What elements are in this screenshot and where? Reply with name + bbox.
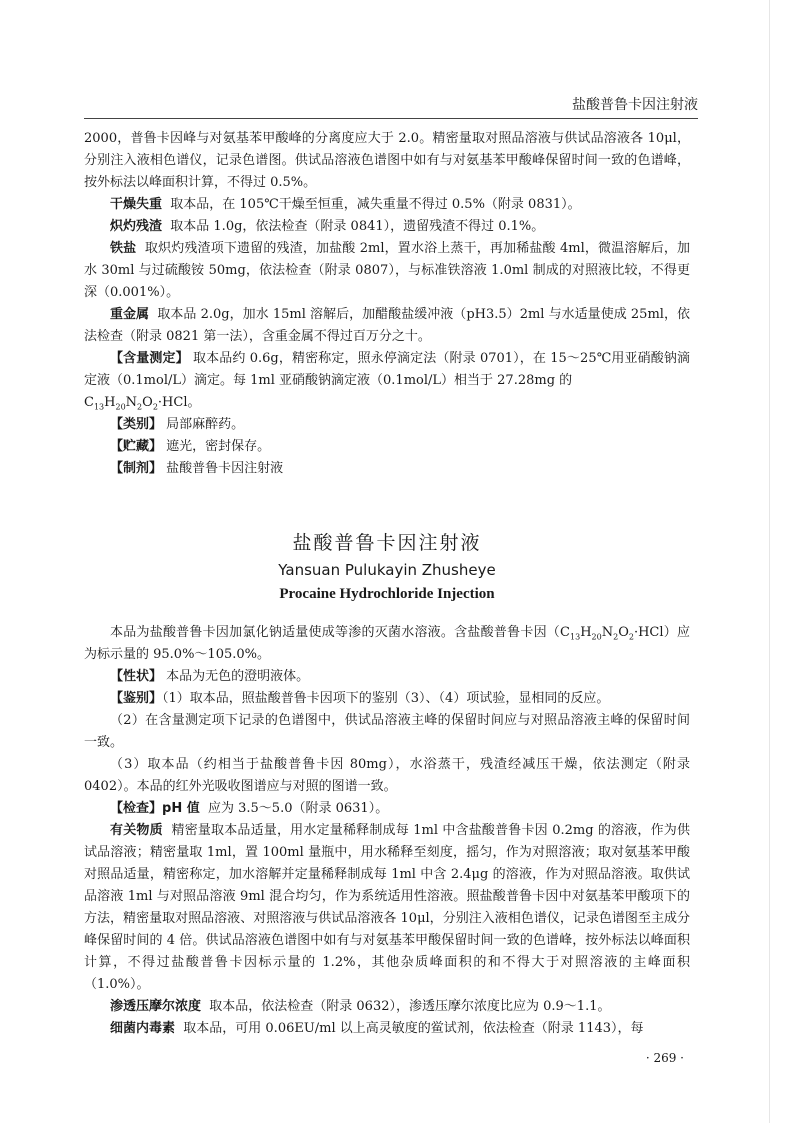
related-substances-text: 精密量取本品适量，用水定量稀释制成每 1ml 中含盐酸普鲁卡因 0.2mg 的溶液，作为供试品溶液；精密量取 1ml，置 100ml 量瓶中，用水稀释至刻度，摇匀，作为对照溶液；取对氨基苯甲酸对照品适量，精密称定，加水溶解并定量稀释制成每 1ml 中含 2.4μg 的溶液，作为对照品溶液。取供试品溶液 1ml 与对照品溶液 9ml 混合均匀，作为系统适用性溶液。照盐酸普鲁卡因中对氨基苯甲酸项下的方法，精密量取对照品溶液、对照溶液与供试品溶液各 10μl，分别注入液相色谱仪，记录色谱图至主成分峰保留时间的 4 倍。供试品溶液色谱图中如有与对氨基苯甲酸保留时间一致的色谱峰，按外标法以峰面积计算，不得过盐酸普鲁卡因标示量的 1.2%，其他杂质峰面积的和不得大于对照溶液的主峰面积（1.0%）。 (84, 823, 690, 992)
definition-text-b: ·HCl）应为标示量的 95.0%～105.0%。 (84, 625, 691, 662)
paragraph-identification-2: （2）在含量测定项下记录的色谱图中，供试品溶液主峰的保留时间应与对照品溶液主峰的保留时间一致。 (84, 713, 690, 750)
assay-text: 取本品约 0.6g，精密称定，照永停滴定法（附录 0701），在 15～25℃用亚硝酸钠滴定液（0.1mol/L）滴定。每 1ml 亚硝酸钠滴定液（0.1mol/L）相当于 27.28mg 的 (84, 351, 690, 388)
ph-label: pH 值 (162, 801, 200, 816)
endotoxins-label: 细菌内毒素 (110, 1021, 176, 1036)
formula-h: H (104, 395, 116, 410)
endotoxins-text: 取本品，可用 0.06EU/ml 以上高灵敏度的鲎试剂，依法检查（附录 1143），每 (183, 1021, 644, 1036)
paragraph-drying-loss (84, 194, 690, 216)
paragraph-iron (84, 238, 690, 304)
heavy-metals-label: 重金属 (110, 307, 150, 322)
def-formula-c-sub: 13 (570, 632, 581, 642)
iron-label: 铁盐 (110, 241, 137, 256)
paragraph-assay (84, 348, 690, 392)
formula-tail: ·HCl。 (157, 395, 201, 410)
paragraph-tests-ph (84, 798, 690, 820)
def-formula-o: O (618, 625, 629, 640)
identification-label: 【鉴别】 (110, 691, 163, 706)
formula-n-sub: 2 (137, 402, 143, 412)
paragraph-storage (84, 436, 690, 458)
monograph-english-title: Procaine Hydrochloride Injection (279, 586, 495, 602)
def-formula-h: H (580, 625, 592, 640)
paragraph-identification-1 (84, 688, 690, 710)
assay-formula (84, 392, 690, 414)
related-substances-label: 有关物质 (110, 823, 163, 838)
formula-c: C (84, 395, 94, 410)
paragraph-description (84, 666, 690, 688)
formula-c-sub: 13 (93, 402, 105, 412)
paragraph-identification-3: （3）取本品（约相当于盐酸普鲁卡因 80mg），水浴蒸干，残渣经减压干燥，依法测定（附录 0402）。本品的红外光吸收图谱应与对照的图谱一致。 (84, 757, 690, 794)
heavy-metals-text: 取本品 2.0g，加水 15ml 溶解后，加醋酸盐缓冲液（pH3.5）2ml 与水适量使成 25ml，依法检查（附录 0821 第一法），含重金属不得过百万分之十。 (84, 307, 690, 344)
monograph-title: 盐酸普鲁卡因注射液 (292, 532, 482, 554)
category-label: 【类别】 (110, 417, 163, 432)
category-text: 局部麻醉药。 (166, 417, 245, 432)
osmolality-label: 渗透压摩尔浓度 (110, 999, 202, 1014)
identification-1-text: （1）取本品，照盐酸普鲁卡因项下的鉴别（3）、（4）项试验，显相同的反应。 (162, 691, 610, 706)
drying-loss-label: 干燥失重 (110, 197, 163, 212)
definition-text-a: 本品为盐酸普鲁卡因加氯化钠适量使成等渗的灭菌水溶液。含盐酸普鲁卡因（C (110, 625, 570, 640)
formula-o: O (142, 395, 153, 410)
formula-n: N (125, 395, 138, 410)
description-label: 【性状】 (110, 669, 163, 684)
running-header-title: 盐酸普鲁卡因注射液 (572, 97, 698, 113)
description-text: 本品为无色的澄明液体。 (166, 669, 310, 684)
def-formula-n: N (601, 625, 614, 640)
storage-text: 遮光，密封保存。 (166, 439, 271, 454)
ph-text: 应为 3.5～5.0（附录 0631）。 (208, 801, 389, 816)
tests-label: 【检查】 (110, 801, 163, 816)
drying-loss-text: 取本品，在 105℃干燥至恒重，减失重量不得过 0.5%（附录 0831）。 (170, 197, 581, 212)
preparation-label: 【制剂】 (110, 461, 163, 476)
page-edge-line (769, 0, 770, 1123)
residue-text: 取本品 1.0g，依法检查（附录 0841），遗留残渣不得过 0.1%。 (170, 219, 545, 234)
storage-label: 【贮藏】 (110, 439, 163, 454)
def-formula-h-sub: 20 (591, 632, 602, 642)
def-formula-o-sub: 2 (628, 632, 634, 642)
page-number: · 269 · (645, 1051, 684, 1065)
paragraph-preparation (84, 458, 690, 480)
monograph-pinyin: Yansuan Pulukayin Zhusheye (278, 561, 496, 579)
assay-label: 【含量测定】 (110, 351, 189, 366)
paragraph-residue (84, 216, 690, 238)
paragraph-definition (84, 622, 690, 666)
formula-o-sub: 2 (152, 402, 158, 412)
paragraph-endotoxins (84, 1018, 690, 1040)
residue-label: 炽灼残渣 (110, 219, 163, 234)
header-rule (84, 118, 698, 119)
paragraph-separation: 2000，普鲁卡因峰与对氨基苯甲酸峰的分离度应大于 2.0。精密量取对照品溶液与供试品溶液各 10μl，分别注入液相色谱仪，记录色谱图。供试品溶液色谱图中如有与对氨基苯甲酸峰保留时间一致的色谱峰，按外标法以峰面积计算，不得过 0.5%。 (84, 131, 690, 190)
paragraph-category (84, 414, 690, 436)
formula-h-sub: 20 (115, 402, 126, 412)
paragraph-osmolality (84, 996, 690, 1018)
page-body (84, 128, 690, 1040)
def-formula-n-sub: 2 (613, 632, 619, 642)
paragraph-heavy-metals (84, 304, 690, 348)
osmolality-text: 取本品，依法检查（附录 0632），渗透压摩尔浓度比应为 0.9～1.1。 (209, 999, 611, 1014)
paragraph-related-substances (84, 820, 690, 996)
preparation-text: 盐酸普鲁卡因注射液 (166, 461, 284, 476)
iron-text: 取炽灼残渣项下遗留的残渣，加盐酸 2ml，置水浴上蒸干，再加稀盐酸 4ml，微温溶解后，加水 30ml 与过硫酸铵 50mg，依法检查（附录 0807），与标准铁溶液 1.0ml 制成的对照液比较，不得更深（0.001%）。 (84, 241, 691, 300)
